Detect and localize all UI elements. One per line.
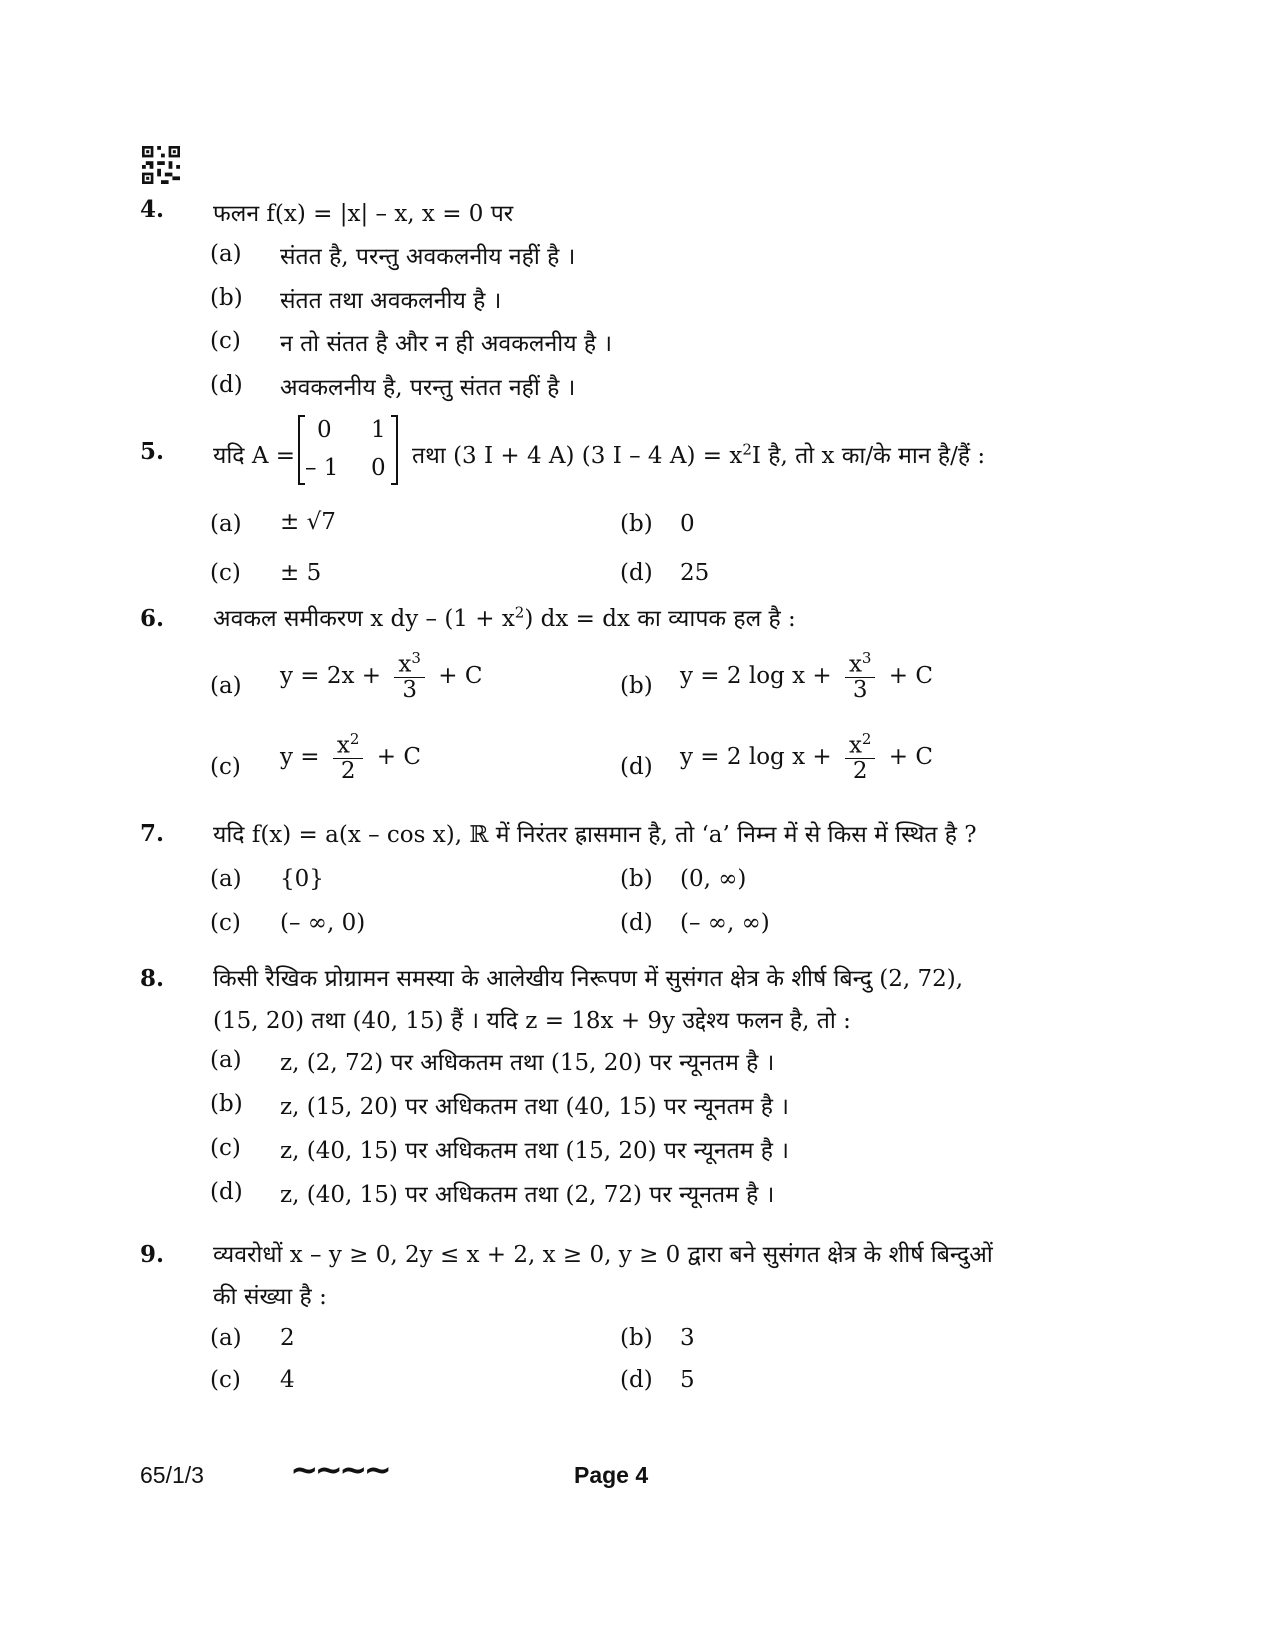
q7-option-b-text: (0, ∞) bbox=[680, 866, 747, 892]
q6-stem-b: ) dx = dx का व्यापक हल है : bbox=[524, 606, 796, 632]
q9-option-a-text: 2 bbox=[280, 1325, 295, 1351]
qr-code-icon bbox=[142, 146, 180, 184]
q6-b-post: + C bbox=[888, 663, 933, 690]
q7-number: 7. bbox=[140, 820, 165, 847]
q4-option-c-text: न तो संतत है और न ही अवकलनीय है । bbox=[280, 331, 613, 357]
q6-option-d-expr bbox=[680, 732, 933, 784]
q9-stem-line2: की संख्या है : bbox=[213, 1284, 327, 1310]
q8-number: 8. bbox=[140, 965, 165, 992]
q7-option-a-label: (a) bbox=[210, 866, 242, 892]
q5-stem bbox=[412, 438, 985, 470]
q9-option-b-text: 3 bbox=[680, 1325, 695, 1351]
q6-option-a-expr bbox=[280, 651, 482, 703]
q6-d-exp: 2 bbox=[861, 730, 872, 748]
q9-stem-line1: व्यवरोधों x – y ≥ 0, 2y ≤ x + 2, x ≥ 0, y ≥ 0 द्वारा बने सुसंगत क्षेत्र के शीर्ष बिन्दुओं bbox=[213, 1242, 993, 1268]
q8-option-c-text: z, (40, 15) पर अधिकतम तथा (15, 20) पर न्यूनतम है । bbox=[280, 1138, 790, 1164]
q6-stem bbox=[213, 601, 796, 633]
q6-d-num: x bbox=[848, 732, 862, 759]
q9-option-c-label: (c) bbox=[210, 1367, 241, 1393]
q5-stem-exponent: 2 bbox=[742, 440, 752, 459]
q5-option-b-text: 0 bbox=[680, 511, 695, 537]
q9-option-c-text: 4 bbox=[280, 1367, 295, 1393]
q7-option-d-text: (– ∞, ∞) bbox=[680, 910, 770, 936]
matrix-a22: 0 bbox=[371, 455, 386, 481]
q6-a-pre: y = 2x + bbox=[280, 663, 382, 690]
q4-number: 4. bbox=[140, 196, 165, 223]
q5-stem-a: तथा (3 I + 4 A) (3 I – 4 A) = x bbox=[412, 443, 743, 469]
q6-d-den: 2 bbox=[852, 757, 868, 784]
q5-number: 5. bbox=[140, 438, 165, 465]
q6-option-a-label: (a) bbox=[210, 673, 242, 699]
q6-option-c-label: (c) bbox=[210, 754, 241, 780]
q8-option-b-text: z, (15, 20) पर अधिकतम तथा (40, 15) पर न्यूनतम है । bbox=[280, 1094, 790, 1120]
q6-a-post: + C bbox=[438, 663, 483, 690]
matrix-a12: 1 bbox=[371, 417, 386, 443]
q4-option-c-label: (c) bbox=[210, 328, 241, 354]
q5-stem-b: I है, तो x का/के मान है/हैं : bbox=[751, 443, 986, 469]
q6-c-pre: y = bbox=[280, 744, 320, 771]
q6-option-c-expr bbox=[280, 732, 421, 784]
q6-b-pre: y = 2 log x + bbox=[680, 663, 832, 690]
page-number: Page 4 bbox=[574, 1462, 649, 1488]
q4-option-a-text: संतत है, परन्तु अवकलनीय नहीं है । bbox=[280, 244, 576, 270]
q8-stem-line1: किसी रैखिक प्रोग्रामन समस्या के आलेखीय निरूपण में सुसंगत क्षेत्र के शीर्ष बिन्दु (2, 72), bbox=[213, 966, 964, 992]
q5-option-a-label: (a) bbox=[210, 511, 242, 537]
q4-option-d-text: अवकलनीय है, परन्तु संतत नहीं है । bbox=[280, 375, 576, 401]
q6-option-b-expr bbox=[680, 651, 933, 703]
q6-c-den: 2 bbox=[340, 757, 356, 784]
q8-option-b-label: (b) bbox=[210, 1091, 243, 1117]
q6-a-num: x bbox=[398, 651, 412, 678]
q5-option-b-label: (b) bbox=[620, 511, 653, 537]
q6-d-fraction bbox=[845, 732, 876, 784]
q6-d-pre: y = 2 log x + bbox=[680, 744, 832, 771]
q9-option-a-label: (a) bbox=[210, 1325, 242, 1351]
q6-a-exp: 3 bbox=[411, 649, 421, 667]
q6-d-post: + C bbox=[888, 744, 933, 771]
q6-b-exp: 3 bbox=[861, 649, 872, 667]
q5-matrix bbox=[297, 414, 399, 486]
q5-option-d-text: 25 bbox=[680, 560, 710, 586]
q5-prefix: यदि A = bbox=[213, 443, 296, 469]
q9-option-d-text: 5 bbox=[680, 1367, 695, 1393]
q7-option-d-label: (d) bbox=[620, 910, 653, 936]
q7-option-b-label: (b) bbox=[620, 866, 653, 892]
footer-ornament: ~~~~ bbox=[290, 1450, 388, 1490]
q6-c-fraction bbox=[333, 732, 364, 784]
q4-option-b-label: (b) bbox=[210, 285, 243, 311]
q5-option-c-text: ± 5 bbox=[280, 560, 322, 586]
q6-b-den: 3 bbox=[852, 676, 868, 703]
q6-c-exp: 2 bbox=[349, 730, 360, 748]
q6-a-den: 3 bbox=[402, 676, 417, 703]
matrix-a21: – 1 bbox=[305, 455, 339, 481]
q6-stem-a: अवकल समीकरण x dy – (1 + x bbox=[213, 606, 515, 632]
q7-option-a-text: {0} bbox=[280, 866, 324, 892]
q9-option-b-label: (b) bbox=[620, 1325, 653, 1351]
matrix-a11: 0 bbox=[317, 417, 332, 443]
q7-option-c-label: (c) bbox=[210, 910, 241, 936]
q8-option-a-text: z, (2, 72) पर अधिकतम तथा (15, 20) पर न्यूनतम है । bbox=[280, 1050, 775, 1076]
q8-option-d-label: (d) bbox=[210, 1179, 243, 1205]
q8-option-d-text: z, (40, 15) पर अधिकतम तथा (2, 72) पर न्यूनतम है । bbox=[280, 1182, 775, 1208]
q6-number: 6. bbox=[140, 605, 165, 632]
q4-option-b-text: संतत तथा अवकलनीय है । bbox=[280, 288, 502, 314]
q6-option-d-label: (d) bbox=[620, 754, 653, 780]
q4-stem: फलन f(x) = |x| – x, x = 0 पर bbox=[213, 201, 514, 227]
q6-c-num: x bbox=[336, 732, 350, 759]
q6-a-fraction bbox=[394, 651, 425, 703]
q9-number: 9. bbox=[140, 1241, 165, 1268]
q4-option-a-label: (a) bbox=[210, 241, 242, 267]
q9-option-d-label: (d) bbox=[620, 1367, 653, 1393]
q6-c-post: + C bbox=[376, 744, 421, 771]
q6-stem-exponent: 2 bbox=[514, 603, 525, 622]
q5-option-a-text: ± √7 bbox=[280, 509, 336, 535]
q7-stem: यदि f(x) = a(x – cos x), ℝ में निरंतर ह्रासमान है, तो ‘a’ निम्न में से किस में स्थित है ? bbox=[213, 822, 977, 848]
q6-b-fraction bbox=[845, 651, 876, 703]
q8-option-c-label: (c) bbox=[210, 1135, 241, 1161]
q6-b-num: x bbox=[848, 651, 862, 678]
q8-stem-line2: (15, 20) तथा (40, 15) हैं । यदि z = 18x + 9y उद्देश्य फलन है, तो : bbox=[213, 1008, 851, 1034]
q8-option-a-label: (a) bbox=[210, 1047, 242, 1073]
q7-option-c-text: (– ∞, 0) bbox=[280, 910, 366, 936]
paper-code: 65/1/3 bbox=[140, 1462, 204, 1488]
q4-option-d-label: (d) bbox=[210, 372, 243, 398]
q6-option-b-label: (b) bbox=[620, 673, 653, 699]
q5-option-c-label: (c) bbox=[210, 560, 241, 586]
q5-option-d-label: (d) bbox=[620, 560, 653, 586]
